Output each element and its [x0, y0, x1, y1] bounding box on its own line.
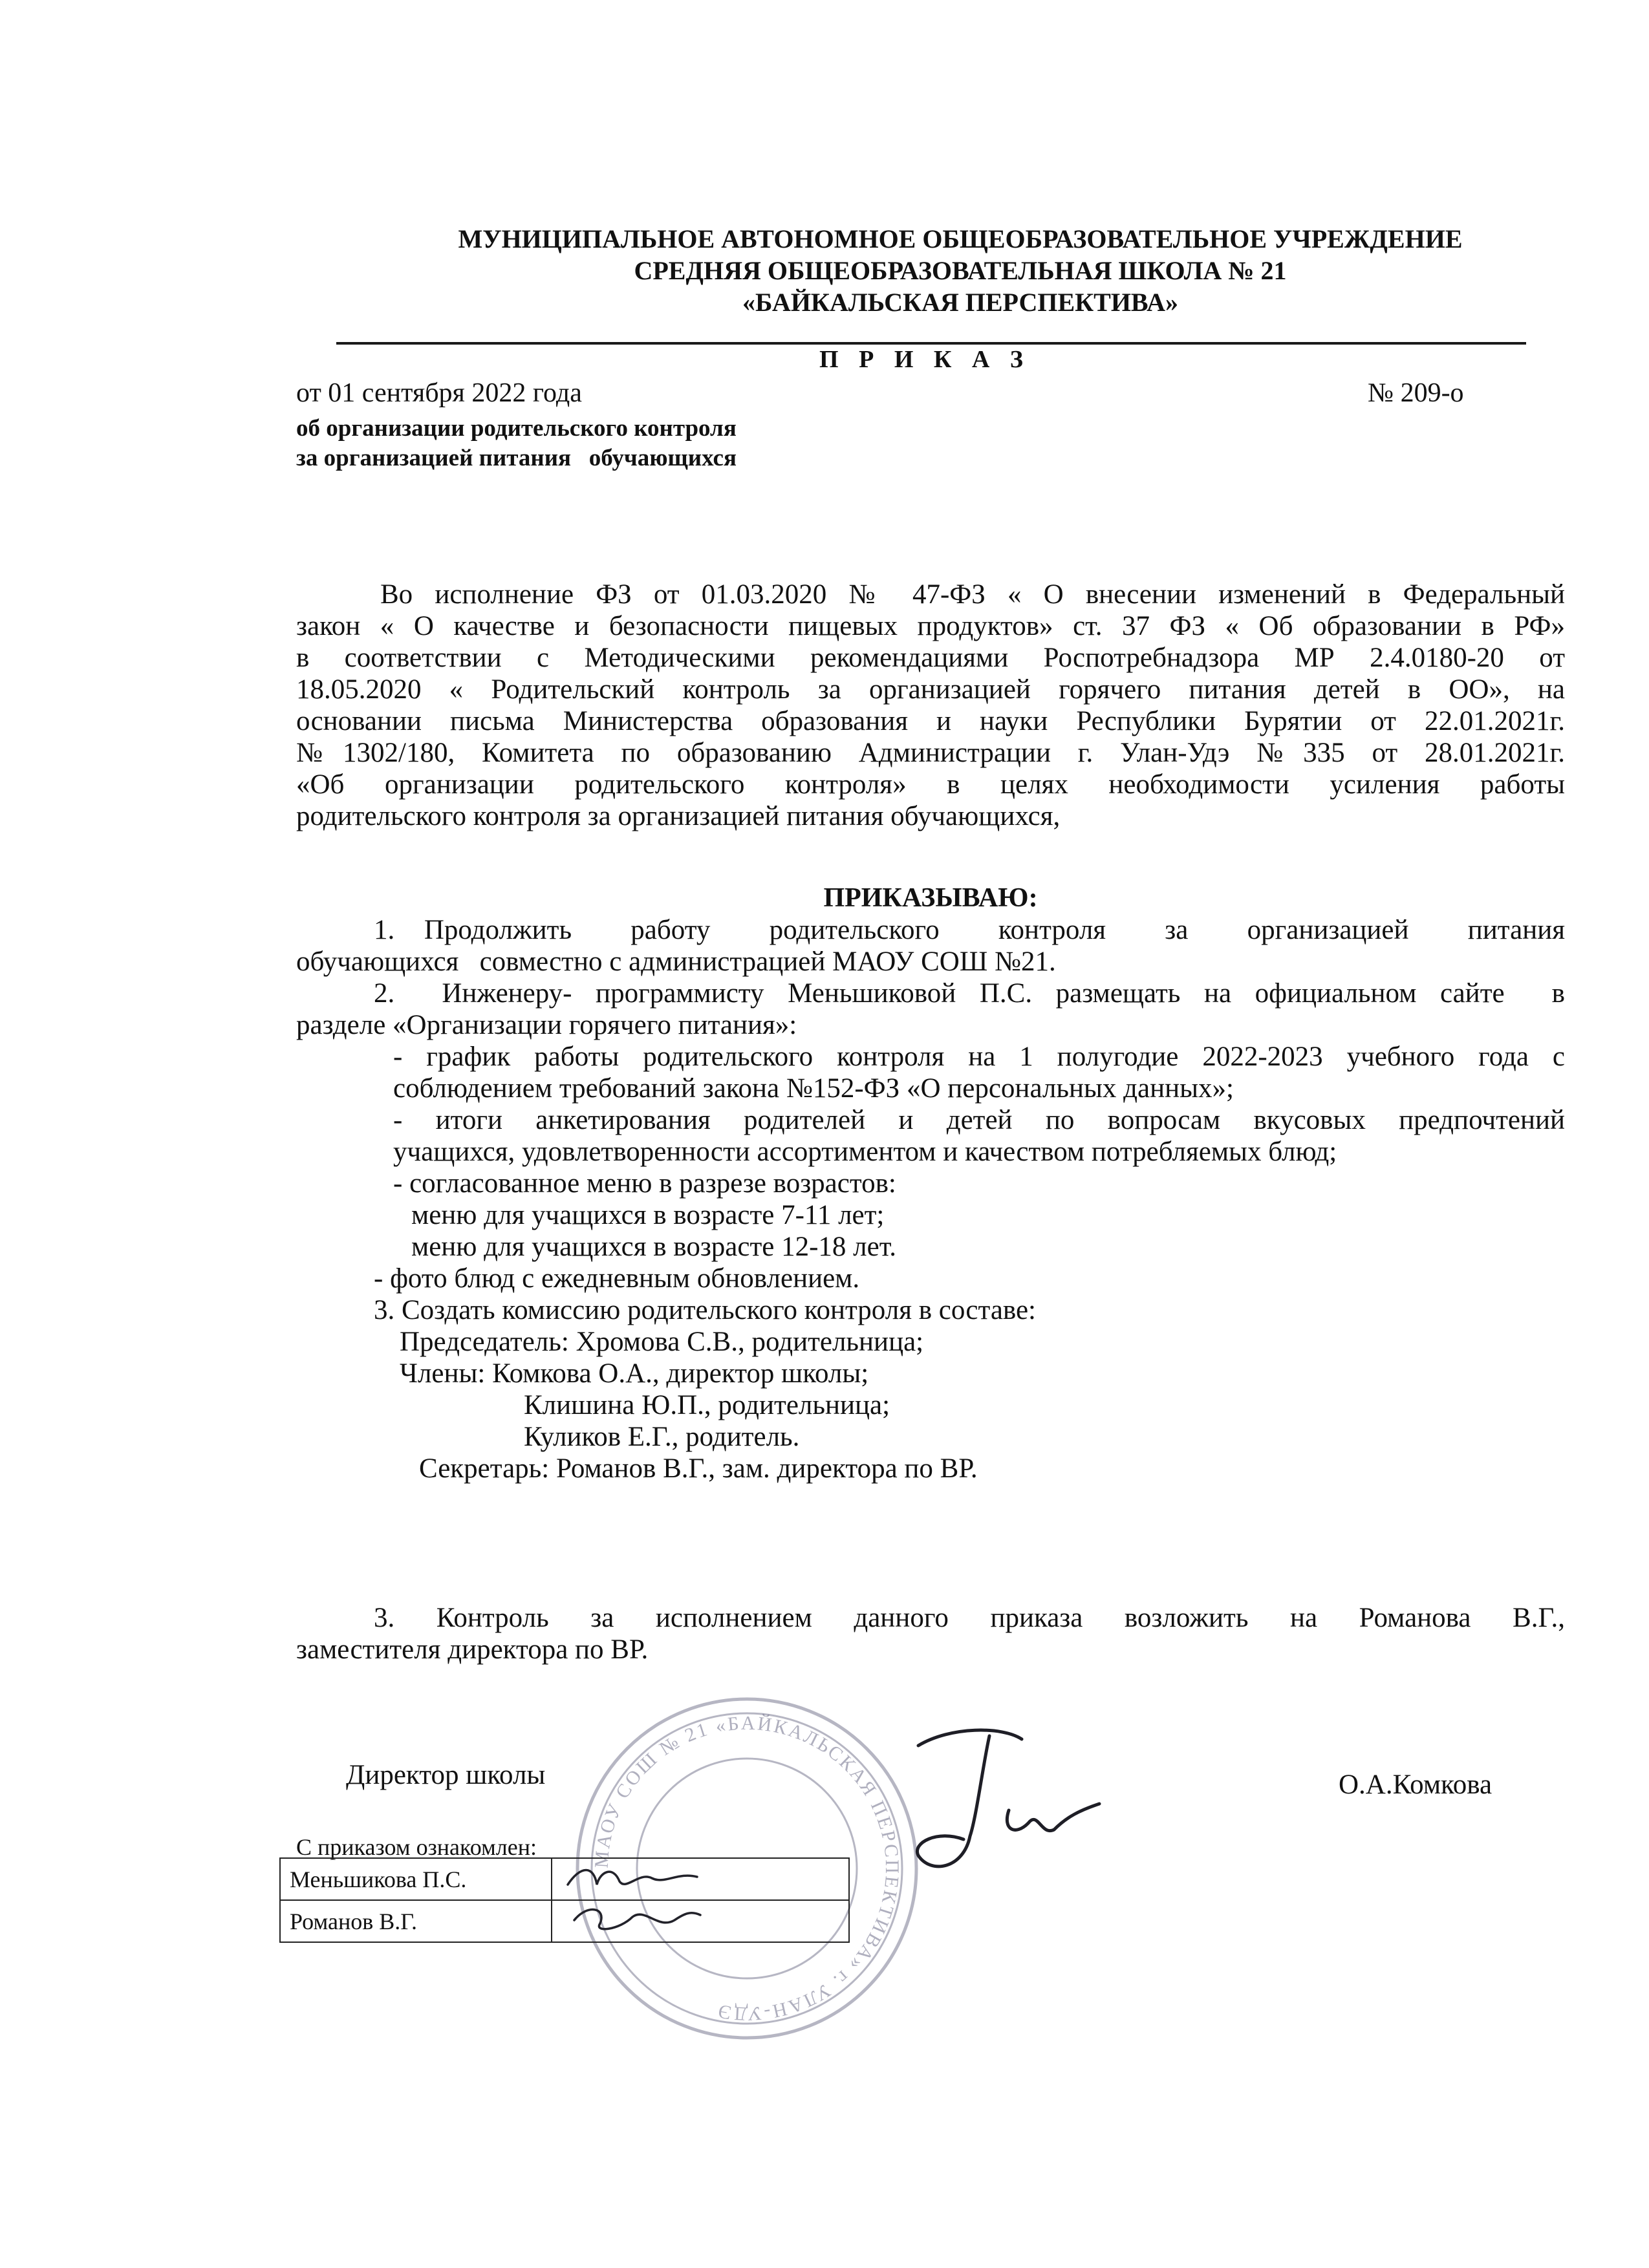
ack-signature — [561, 1859, 704, 1894]
item-2-sub: - согласованное меню в разрезе возрастов: — [393, 1168, 896, 1199]
document-date: от 01 сентября 2022 года — [296, 378, 582, 408]
preamble-line: в соответствии с Методическими рекомендациями Роспотребнадзора МР 2.4.0180-20 от — [296, 643, 1565, 673]
org-name-line2: СРЕДНЯЯ ОБЩЕОБРАЗОВАТЕЛЬНАЯ ШКОЛА № 21 — [634, 256, 1287, 285]
preamble-line: закон « О качестве и безопасности пищевых продуктов» ст. 37 ФЗ « Об образовании в РФ» — [296, 611, 1565, 641]
signatory-role: Директор школы — [346, 1760, 546, 1790]
item-2-sub: меню для учащихся в возрасте 12-18 лет. — [411, 1232, 897, 1262]
table-row — [280, 1900, 849, 1942]
item-2-sub: - фото блюд с ежедневным обновлением. — [374, 1263, 860, 1294]
acknowledgement-title: С приказом ознакомлен: — [296, 1834, 537, 1860]
order-word: ПРИКАЗЫВАЮ: — [823, 883, 1038, 913]
ack-name: Романов В.Г. — [280, 1900, 552, 1942]
org-name-line3: «БАЙКАЛЬСКАЯ ПЕРСПЕКТИВА» — [742, 288, 1178, 317]
subject-line: об организации родительского контроля — [296, 415, 737, 442]
item-1-cont: обучающихся совместно с администрацией МАОУ СОШ №21. — [296, 947, 1056, 977]
item-3: 3. Создать комиссию родительского контроля в составе: — [374, 1295, 1037, 1325]
control-line: заместителя директора по ВР. — [296, 1634, 649, 1665]
subject-line: за организацией питания обучающихся — [296, 445, 737, 471]
preamble-line: Во исполнение ФЗ от 01.03.2020 № 47-ФЗ « О внесении изменений в Федеральный — [380, 579, 1565, 610]
commission-secretary: Секретарь: Романов В.Г., зам. директора по ВР. — [419, 1453, 978, 1484]
commission-member: Куликов Е.Г., родитель. — [524, 1422, 800, 1452]
control-line: 3. Контроль за исполнением данного приказа возложить на Романова В.Г., — [374, 1603, 1565, 1633]
document-number: № 209-о — [1368, 378, 1464, 408]
document-title: П Р И К А З — [819, 346, 1030, 373]
preamble-line: основании письма Министерства образования и науки Республики Бурятии от 22.01.2021г. — [296, 706, 1565, 736]
control-clause — [296, 1602, 1565, 1665]
preamble-line: «Об организации родительского контроля» в целях необходимости усиления работы — [296, 769, 1565, 800]
ack-name: Меньшикова П.С. — [280, 1858, 552, 1900]
item-2-sub: - график работы родительского контроля на 1 полугодие 2022-2023 учебного года с — [393, 1042, 1565, 1072]
ack-signature-cell — [552, 1900, 849, 1942]
commission-member: Клишина Ю.П., родительница; — [524, 1390, 890, 1420]
preamble — [296, 579, 1565, 832]
item-2-sub: - итоги анкетирования родителей и детей по вопросам вкусовых предпочтений — [393, 1105, 1565, 1135]
item-2: 2. Инженеру- программисту Меньшиковой П.С. размещать на официальном сайте в — [374, 978, 1565, 1009]
org-name-line1: МУНИЦИПАЛЬНОЕ АВТОНОМНОЕ ОБЩЕОБРАЗОВАТЕЛЬНОЕ УЧРЕЖДЕНИЕ — [458, 224, 1463, 253]
preamble-line: родительского контроля за организацией питания обучающихся, — [296, 801, 1061, 831]
item-1: 1. Продолжить работу родительского контроля за организацией питания — [374, 915, 1565, 945]
commission-chair: Председатель: Хромова С.В., родительница; — [400, 1327, 924, 1357]
preamble-line: 18.05.2020 « Родительский контроль за организацией горячего питания детей в ОО», на — [296, 674, 1565, 705]
item-2-sub: меню для учащихся в возрасте 7-11 лет; — [411, 1200, 885, 1230]
item-2-sub: соблюдением требований закона №152-ФЗ «О персональных данных»; — [393, 1073, 1234, 1104]
table-row — [280, 1858, 849, 1900]
ack-signature-cell — [552, 1858, 849, 1900]
item-2-cont: разделе «Организации горячего питания»: — [296, 1010, 797, 1040]
preamble-line: №1302/180, Комитета по образованию Администрации г. Улан-Удэ №335 от 28.01.2021г. — [296, 738, 1565, 768]
ack-signature — [561, 1901, 704, 1936]
director-signature — [892, 1720, 1106, 1881]
document-subject — [296, 414, 878, 473]
item-2-sub: учащихся, удовлетворенности ассортиментом и качеством потребляемых блюд; — [393, 1137, 1337, 1167]
acknowledgement-table — [279, 1857, 850, 1943]
svg-text:МАОУ СОШ № 21 «БАЙКАЛЬСКАЯ ПЕР: МАОУ СОШ № 21 «БАЙКАЛЬСКАЯ ПЕРСПЕКТИВА» г. УЛАН-УДЭ — [590, 1712, 903, 2025]
commission-members: Члены: Комкова О.А., директор школы; — [400, 1358, 869, 1389]
signatory-name: О.А.Комкова — [1339, 1770, 1493, 1800]
order-items — [296, 914, 1565, 1484]
